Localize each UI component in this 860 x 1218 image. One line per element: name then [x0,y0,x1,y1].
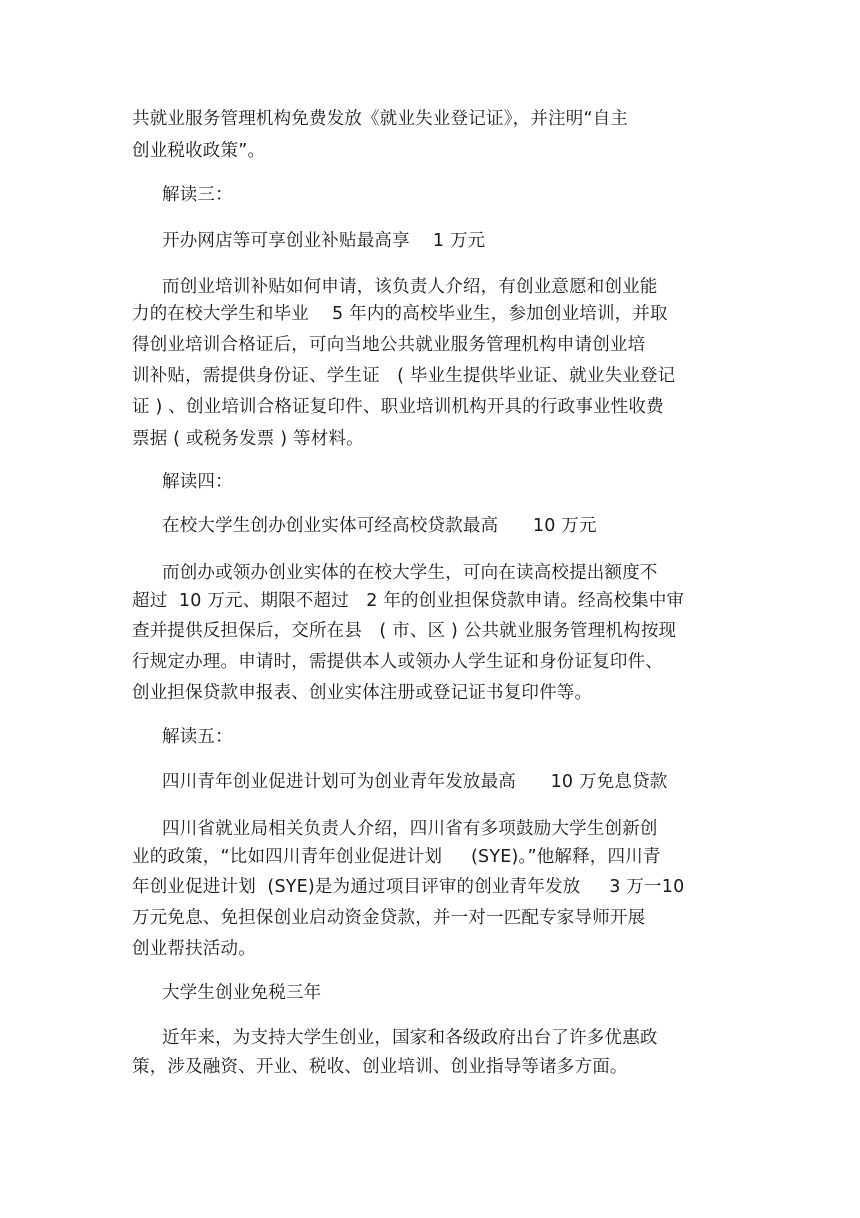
section-heading: 大学生创业免税三年 [162,983,322,1003]
text-line: 共就业服务管理机构免费发放《就业失业登记证》，并注明“自主 [132,109,629,129]
text-line: 万元免息、免担保创业启动资金贷款，并一对一匹配专家导师开展 [132,908,646,928]
text-line: 创业帮扶活动。 [132,939,256,959]
text-line: 查并提供反担保后，交所在县 ( 市、区 ) 公共就业服务管理机构按现 [132,621,677,641]
text-line: 票据 ( 或税务发票 ) 等材料。 [132,429,364,449]
text-line: 年创业促进计划 (SYE)是为通过项目评审的创业青年发放 3 万一10 [132,877,685,897]
section-heading: 解读五： [162,727,233,747]
text-line: 业的政策，“比如四川青年创业促进计划 (SYE)。”他解释，四川青 [132,847,661,867]
text-line: 策，涉及融资、开业、税收、创业培训、创业指导等诸多方面。 [132,1057,628,1077]
text-line: 在校大学生创办创业实体可经高校贷款最高 10 万元 [162,516,597,536]
text-line: 证 ) 、创业培训合格证复印件、职业培训机构开具的行政事业性收费 [132,397,664,417]
text-line: 四川省就业局相关负责人介绍，四川省有多项鼓励大学生创新创 [162,819,658,839]
text-line: 训补贴，需提供身份证、学生证 ( 毕业生提供毕业证、就业失业登记 [132,366,676,386]
text-line: 创业税收政策”。 [132,141,266,161]
text-line: 创业担保贷款申报表、创业实体注册或登记证书复印件等。 [132,683,593,703]
text-line: 力的在校大学生和毕业 5 年内的高校毕业生，参加创业培训，并取 [132,304,668,324]
text-line: 行规定办理。申请时，需提供本人或领办人学生证和身份证复印件、 [132,652,663,672]
text-line: 而创办或领办创业实体的在校大学生，可向在读高校提出额度不 [162,563,658,583]
text-line: 超过 10 万元、期限不超过 2 年的创业担保贷款申请。经高校集中审 [132,591,685,611]
text-line: 开办网店等可享创业补贴最高享 1 万元 [162,231,486,251]
text-line: 得创业培训合格证后，可向当地公共就业服务管理机构申请创业培 [132,335,646,355]
section-heading: 解读四： [162,472,233,492]
text-line: 近年来，为支持大学生创业，国家和各级政府出台了许多优惠政 [162,1028,658,1048]
text-line: 四川青年创业促进计划可为创业青年发放最高 10 万免息贷款 [162,772,668,792]
text-line: 而创业培训补贴如何申请，该负责人介绍，有创业意愿和创业能 [162,277,658,297]
section-heading: 解读三： [162,185,233,205]
